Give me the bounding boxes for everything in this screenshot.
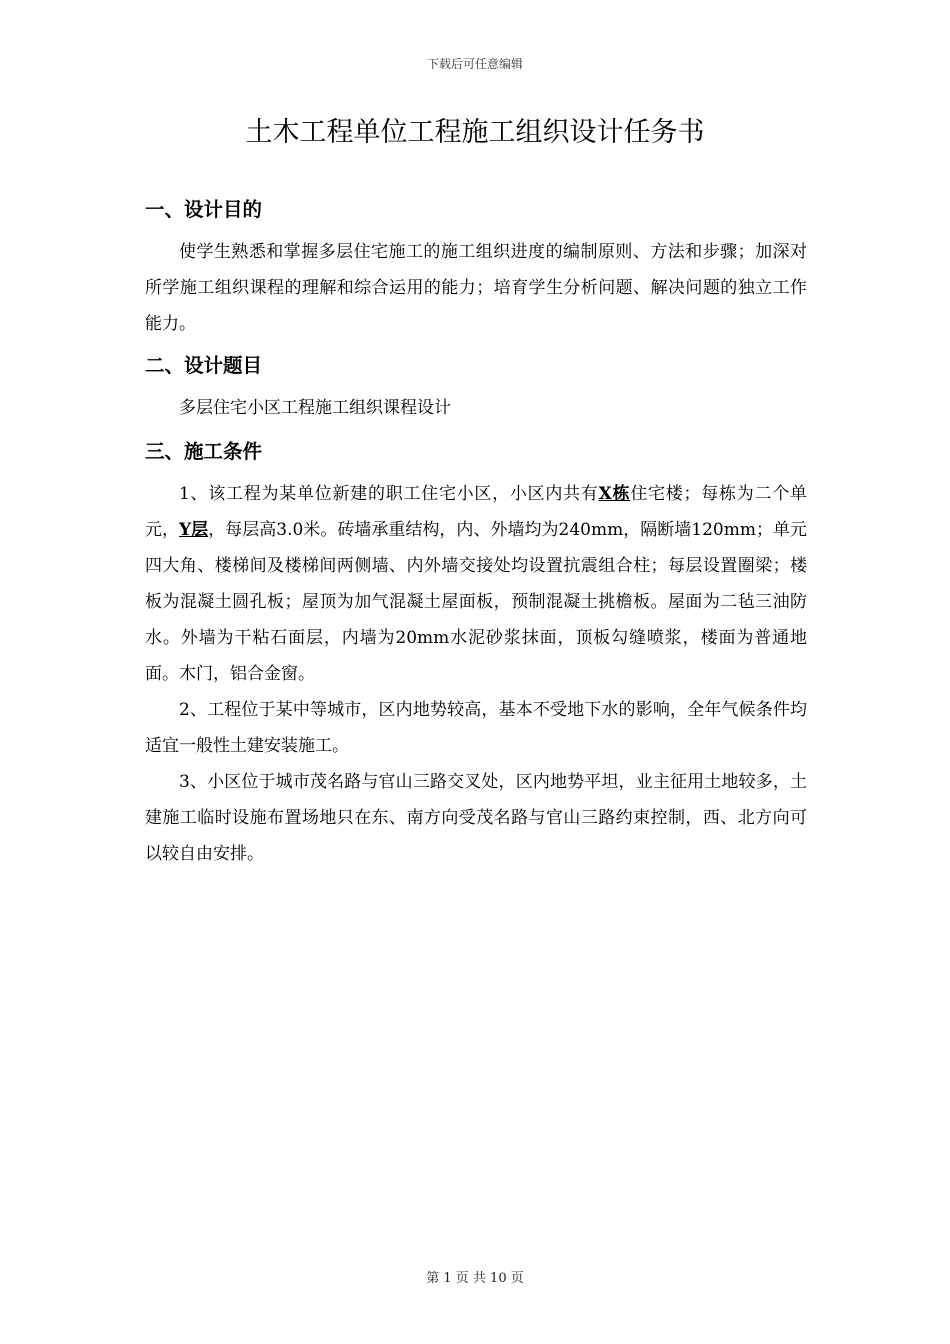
section-heading-purpose: 一、设计目的 bbox=[145, 198, 263, 221]
section-heading-topic: 二、设计题目 bbox=[145, 354, 263, 377]
condition-paragraph-1 bbox=[145, 476, 807, 692]
condition-paragraph-3: 3、小区位于城市茂名路与官山三路交叉处，区内地势平坦，业主征用土地较多，土建施工临时设施布置场地只在东、南方向受茂名路与官山三路约束控制，西、北方向可以较自由安排。 bbox=[145, 772, 807, 864]
section-heading-conditions: 三、施工条件 bbox=[145, 440, 263, 463]
condition-paragraph-2: 2、工程位于某中等城市，区内地势较高，基本不受地下水的影响，全年气候条件均适宜一般性土建安装施工。 bbox=[145, 700, 807, 756]
document-title: 土木工程单位工程施工组织设计任务书 bbox=[245, 117, 705, 148]
condition-1-text-c: ，每层高3.0米。砖墙承重结构，内、外墙均为240mm，隔断墙120mm；单元四大角、楼梯间及楼梯间两侧墙、内外墙交接处均设置抗震组合柱；每层设置圈梁；楼板为混凝土圆孔板；屋顶为加气混凝土屋面板，预制混凝土挑檐板。屋面为二毡三油防水。外墙为干粘石面层，内墙为20mm水泥砂浆抹面，顶板勾缝喷浆，楼面为普通地面。木门，铝合金窗。 bbox=[145, 520, 807, 684]
document-body bbox=[145, 192, 807, 872]
condition-1-text-a: 1、该工程为某单位新建的职工住宅小区，小区内共有 bbox=[179, 484, 599, 504]
topic-paragraph: 多层住宅小区工程施工组织课程设计 bbox=[179, 398, 451, 418]
purpose-paragraph: 使学生熟悉和掌握多层住宅施工的施工组织进度的编制原则、方法和步骤；加深对所学施工组织课程的理解和综合运用的能力；培育学生分析问题、解决问题的独立工作能力。 bbox=[145, 242, 807, 334]
condition-1-text-b: 住宅楼；每栋为二个单元， bbox=[145, 484, 807, 540]
building-count-placeholder: X栋 bbox=[598, 484, 631, 504]
page-header-note: 下载后可任意编辑 bbox=[426, 57, 523, 71]
floor-count-placeholder: Y层 bbox=[179, 520, 209, 540]
page-number: 第 1 页 共 10 页 bbox=[426, 1271, 524, 1286]
